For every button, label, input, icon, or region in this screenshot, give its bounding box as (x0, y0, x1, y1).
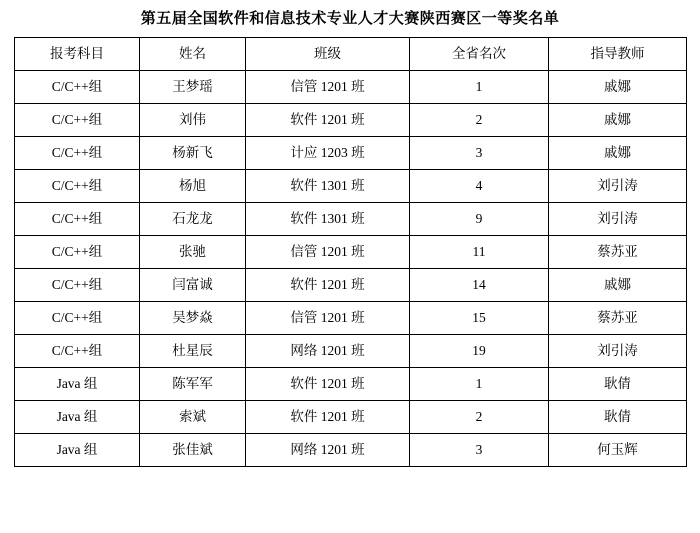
cell-name: 张佳斌 (140, 434, 246, 467)
cell-teacher: 耿倩 (549, 401, 687, 434)
cell-teacher: 蔡苏亚 (549, 302, 687, 335)
cell-teacher: 戚娜 (549, 269, 687, 302)
column-header-name: 姓名 (140, 38, 246, 71)
table-header-row (15, 38, 687, 71)
table-row (15, 104, 687, 137)
cell-class: 计应 1203 班 (246, 137, 410, 170)
column-header-rank: 全省名次 (410, 38, 549, 71)
cell-rank: 3 (410, 137, 549, 170)
cell-teacher: 何玉辉 (549, 434, 687, 467)
table-row (15, 170, 687, 203)
column-header-subject: 报考科目 (15, 38, 140, 71)
cell-subject: C/C++组 (15, 236, 140, 269)
cell-teacher: 蔡苏亚 (549, 236, 687, 269)
cell-rank: 2 (410, 401, 549, 434)
table-row (15, 302, 687, 335)
page-title: 第五届全国软件和信息技术专业人才大赛陕西赛区一等奖名单 (140, 11, 560, 27)
cell-teacher: 刘引涛 (549, 335, 687, 368)
cell-rank: 19 (410, 335, 549, 368)
cell-name: 杨新飞 (140, 137, 246, 170)
cell-class: 软件 1201 班 (246, 401, 410, 434)
table-row (15, 368, 687, 401)
cell-rank: 1 (410, 368, 549, 401)
table-row (15, 335, 687, 368)
cell-subject: C/C++组 (15, 137, 140, 170)
cell-rank: 2 (410, 104, 549, 137)
cell-subject: C/C++组 (15, 302, 140, 335)
cell-class: 信管 1201 班 (246, 302, 410, 335)
cell-name: 吴梦焱 (140, 302, 246, 335)
cell-class: 信管 1201 班 (246, 71, 410, 104)
table-row (15, 137, 687, 170)
cell-teacher: 耿倩 (549, 368, 687, 401)
cell-class: 软件 1301 班 (246, 170, 410, 203)
cell-class: 网络 1201 班 (246, 335, 410, 368)
cell-name: 张驰 (140, 236, 246, 269)
cell-rank: 9 (410, 203, 549, 236)
cell-teacher: 刘引涛 (549, 203, 687, 236)
cell-rank: 15 (410, 302, 549, 335)
column-header-teacher: 指导教师 (549, 38, 687, 71)
cell-subject: Java 组 (15, 368, 140, 401)
cell-name: 石龙龙 (140, 203, 246, 236)
cell-rank: 4 (410, 170, 549, 203)
cell-subject: C/C++组 (15, 203, 140, 236)
table-row (15, 401, 687, 434)
cell-class: 信管 1201 班 (246, 236, 410, 269)
table-row (15, 71, 687, 104)
cell-teacher: 戚娜 (549, 71, 687, 104)
table-body (15, 71, 687, 467)
table-row (15, 236, 687, 269)
table-header (15, 38, 687, 71)
cell-rank: 14 (410, 269, 549, 302)
cell-class: 网络 1201 班 (246, 434, 410, 467)
cell-subject: C/C++组 (15, 335, 140, 368)
cell-rank: 11 (410, 236, 549, 269)
cell-subject: C/C++组 (15, 104, 140, 137)
cell-name: 杜星辰 (140, 335, 246, 368)
cell-subject: C/C++组 (15, 170, 140, 203)
cell-subject: Java 组 (15, 434, 140, 467)
cell-name: 索斌 (140, 401, 246, 434)
table-row (15, 434, 687, 467)
table-row (15, 203, 687, 236)
cell-teacher: 戚娜 (549, 104, 687, 137)
cell-class: 软件 1201 班 (246, 269, 410, 302)
cell-name: 陈军军 (140, 368, 246, 401)
cell-name: 刘伟 (140, 104, 246, 137)
cell-subject: Java 组 (15, 401, 140, 434)
cell-name: 王梦瑶 (140, 71, 246, 104)
cell-subject: C/C++组 (15, 269, 140, 302)
column-header-class: 班级 (246, 38, 410, 71)
cell-rank: 1 (410, 71, 549, 104)
cell-rank: 3 (410, 434, 549, 467)
cell-class: 软件 1201 班 (246, 368, 410, 401)
cell-class: 软件 1301 班 (246, 203, 410, 236)
cell-subject: C/C++组 (15, 71, 140, 104)
cell-name: 闫富诚 (140, 269, 246, 302)
cell-teacher: 刘引涛 (549, 170, 687, 203)
table-row (15, 269, 687, 302)
cell-class: 软件 1201 班 (246, 104, 410, 137)
cell-name: 杨旭 (140, 170, 246, 203)
award-list-table (14, 37, 687, 467)
cell-teacher: 戚娜 (549, 137, 687, 170)
